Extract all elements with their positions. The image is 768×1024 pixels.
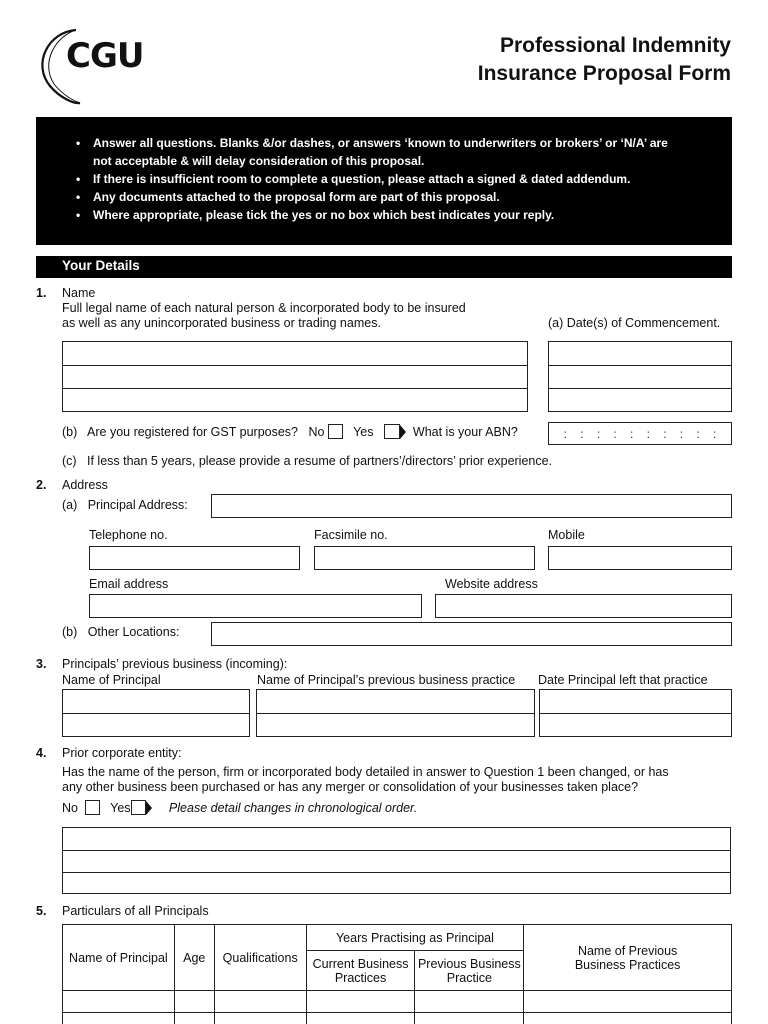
email-label: Email address	[89, 577, 169, 591]
q3-principal-name-field[interactable]	[63, 713, 249, 736]
gst-row	[62, 425, 518, 440]
q1-desc-line2: as well as any unincorporated business or trading names.	[62, 316, 381, 330]
facsimile-field[interactable]	[314, 546, 535, 570]
cell-previous-years[interactable]	[415, 1013, 524, 1024]
q3-previous-practice-field[interactable]	[257, 690, 534, 713]
q4-title: Prior corporate entity:	[62, 746, 182, 760]
commencement-date-field[interactable]	[549, 365, 731, 388]
cell-age[interactable]	[174, 1013, 214, 1024]
arrow-right-icon	[146, 801, 152, 815]
abn-separator: :	[712, 426, 717, 441]
section-header-your-details: Your Details	[36, 256, 732, 278]
q4-answer-row	[62, 801, 417, 816]
q4-detail-field[interactable]	[63, 850, 730, 872]
q2-title: Address	[62, 478, 108, 492]
q4-yes-checkbox[interactable]	[131, 800, 146, 815]
email-field[interactable]	[89, 594, 422, 618]
principal-address-field[interactable]	[211, 494, 732, 518]
commencement-date-field[interactable]	[549, 342, 731, 365]
instruction-item: • Answer all questions. Blanks &/or dashes, or answers ‘known to underwriters or brokers’ or ‘N/A’ are not acceptable & will delay consideration of this proposal.	[76, 134, 676, 170]
abn-question: What is your ABN?	[412, 425, 518, 439]
arrow-right-icon	[400, 425, 406, 439]
q4-question-line1: Has the name of the person, firm or incorporated body detailed in answer to Question 1 been changed, or has	[62, 765, 669, 779]
principal-address-label	[62, 498, 188, 513]
q5-number: 5.	[36, 904, 47, 918]
q3-number: 3.	[36, 657, 47, 671]
q5-title: Particulars of all Principals	[62, 904, 209, 918]
q2-number: 2.	[36, 478, 47, 492]
header-current-practices: Current Business Practices	[306, 951, 415, 991]
q4-instruction: Please detail changes in chronological order.	[168, 801, 418, 815]
q1-number: 1.	[36, 286, 47, 300]
header-name-of-principal: Name of Principal	[63, 925, 175, 991]
q4-yes-label: Yes	[110, 801, 131, 815]
q4-no-label: No	[62, 801, 78, 815]
q3-col-previous-practice: Name of Principal’s previous business practice	[257, 673, 516, 687]
abn-separator: :	[630, 426, 634, 441]
other-locations-text: Other Locations:	[87, 625, 180, 639]
q3-title: Principals’ previous business (incoming):	[62, 657, 288, 671]
abn-field[interactable]	[548, 422, 732, 445]
other-locations-label	[62, 625, 179, 640]
logo-text: CGU	[66, 36, 144, 76]
principal-address-text: Principal Address:	[87, 498, 188, 512]
cell-previous-practices[interactable]	[524, 1013, 732, 1024]
resume-row	[62, 454, 552, 469]
gst-no-label: No	[308, 425, 325, 439]
cell-age[interactable]	[174, 991, 214, 1013]
instruction-item: • Where appropriate, please tick the yes or no box which best indicates your reply.	[76, 206, 732, 224]
facsimile-label: Facsimile no.	[314, 528, 388, 542]
instruction-item: • If there is insufficient room to complete a question, please attach a signed & dated addendum.	[76, 170, 732, 188]
legal-name-field[interactable]	[63, 342, 527, 365]
principal-address-prefix: (a)	[62, 498, 78, 512]
q1-desc-line1: Full legal name of each natural person & incorporated body to be insured	[62, 301, 466, 315]
gst-prefix: (b)	[62, 425, 78, 439]
q4-detail-field[interactable]	[63, 828, 730, 850]
abn-separator: :	[613, 426, 617, 441]
abn-separator: :	[679, 426, 684, 441]
q4-detail-field[interactable]	[63, 872, 730, 893]
cell-current-years[interactable]	[306, 991, 415, 1013]
gst-no-checkbox[interactable]	[328, 424, 343, 439]
q4-number: 4.	[36, 746, 47, 760]
q4-details-group	[62, 827, 731, 894]
cell-qualifications[interactable]	[214, 991, 306, 1013]
abn-separator: :	[580, 426, 584, 441]
mobile-field[interactable]	[548, 546, 732, 570]
cell-qualifications[interactable]	[214, 1013, 306, 1024]
commencement-date-field[interactable]	[549, 388, 731, 411]
cell-previous-practices[interactable]	[524, 991, 732, 1013]
legal-names-group	[62, 341, 528, 412]
q1-title: Name	[62, 286, 96, 300]
q3-previous-practice-field[interactable]	[257, 713, 534, 736]
cell-current-years[interactable]	[306, 1013, 415, 1024]
form-title	[478, 32, 731, 88]
q3-col-date-left: Date Principal left that practice	[538, 673, 708, 687]
cell-name[interactable]	[63, 1013, 175, 1024]
q4-question-line2: any other business been purchased or has any merger or consolidation of your businesses taken place?	[62, 780, 639, 794]
q3-date-left-field[interactable]	[540, 690, 731, 713]
title-line-2: Insurance Proposal Form	[477, 62, 731, 85]
legal-name-field[interactable]	[63, 388, 527, 411]
gst-yes-checkbox[interactable]	[384, 424, 400, 439]
website-label: Website address	[445, 577, 538, 591]
q3-date-column	[539, 689, 732, 737]
mobile-label: Mobile	[548, 528, 585, 542]
other-locations-prefix: (b)	[62, 625, 78, 639]
gst-yes-label: Yes	[353, 425, 374, 439]
header-previous-practice: Previous Business Practice	[415, 951, 524, 991]
header-previous-practices: Name of Previous Business Practices	[524, 925, 732, 991]
instruction-item: • Any documents attached to the proposal form are part of this proposal.	[76, 188, 732, 206]
gst-question: Are you registered for GST purposes?	[87, 425, 299, 439]
telephone-label: Telephone no.	[89, 528, 168, 542]
table-row	[63, 991, 732, 1013]
q3-date-left-field[interactable]	[540, 713, 731, 736]
abn-separator: :	[696, 426, 700, 441]
legal-name-field[interactable]	[63, 365, 527, 388]
website-field[interactable]	[435, 594, 732, 618]
header-age: Age	[174, 925, 214, 991]
other-locations-field[interactable]	[211, 622, 732, 646]
q3-practice-column	[256, 689, 535, 737]
q3-principal-name-field[interactable]	[63, 690, 249, 713]
telephone-field[interactable]	[89, 546, 300, 570]
principals-table	[62, 924, 732, 1024]
header-years-practising: Years Practising as Principal	[306, 925, 524, 951]
abn-separator: :	[646, 426, 650, 441]
cell-name[interactable]	[63, 991, 175, 1013]
commencement-dates-group	[548, 341, 732, 412]
q3-col-name: Name of Principal	[62, 673, 161, 687]
q3-name-column	[62, 689, 250, 737]
commencement-label: (a) Date(s) of Commencement.	[548, 316, 721, 330]
resume-prefix: (c)	[62, 454, 77, 468]
instructions-panel	[36, 117, 732, 245]
header-qualifications: Qualifications	[214, 925, 306, 991]
abn-separator: :	[663, 426, 667, 441]
cgu-logo	[36, 24, 151, 114]
q4-no-checkbox[interactable]	[85, 800, 100, 815]
abn-separator: :	[596, 426, 601, 441]
resume-text: If less than 5 years, please provide a resume of partners’/directors’ prior experience.	[87, 454, 553, 468]
table-row	[63, 1013, 732, 1024]
cell-previous-years[interactable]	[415, 991, 524, 1013]
title-line-1: Professional Indemnity	[499, 34, 731, 57]
abn-separator: :	[563, 426, 567, 441]
